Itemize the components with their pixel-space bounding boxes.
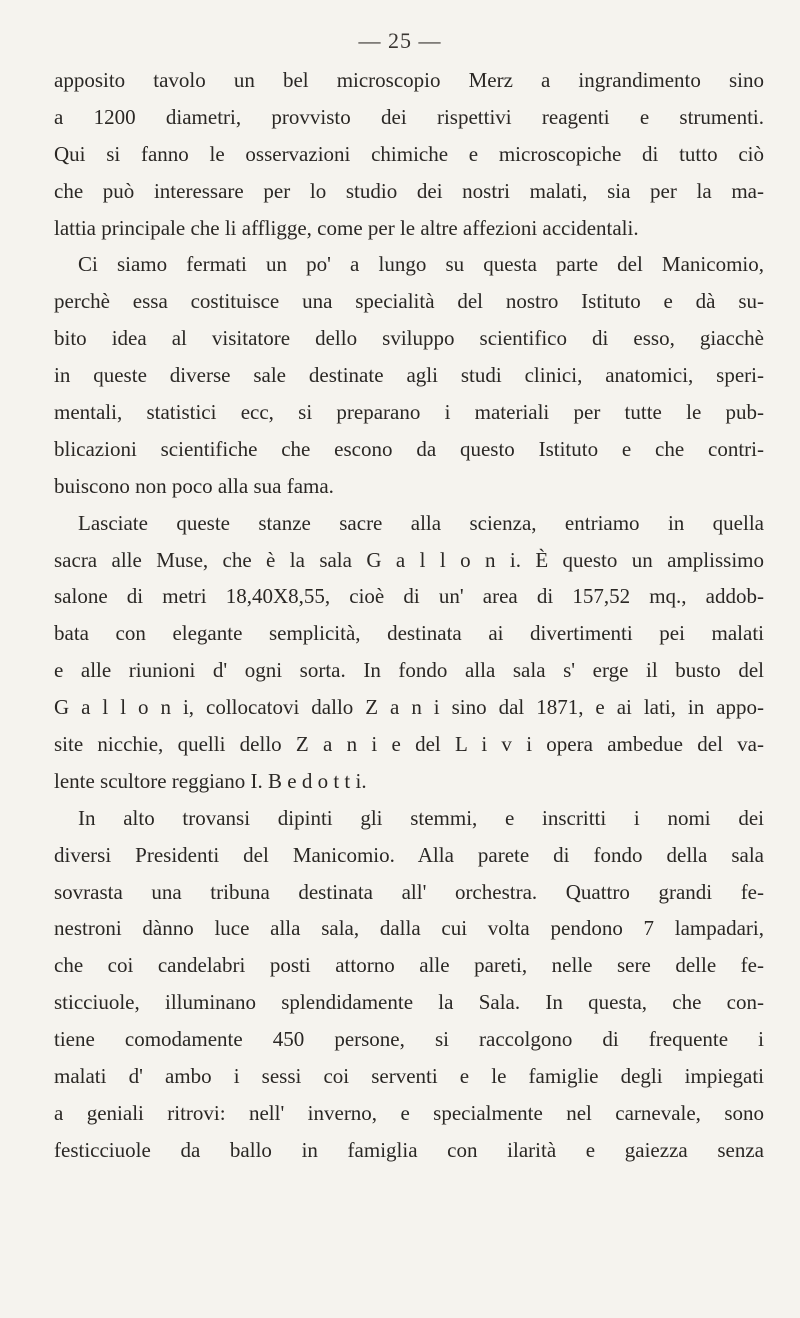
text-line: blicazioni scientifiche che escono da questo Istituto e che contri- xyxy=(54,436,764,461)
text-line: lattia principale che li affligge, come per le altre affezioni accidentali. xyxy=(54,215,639,240)
page-number: — 25 — xyxy=(358,28,442,53)
text-line: festicciuole da ballo in famiglia con ilarità e gaiezza senza xyxy=(54,1137,764,1162)
text-line: diversi Presidenti del Manicomio. Alla parete di fondo della sala xyxy=(54,842,764,867)
text-line: bata con elegante semplicità, destinata ai divertimenti pei malati xyxy=(54,621,764,646)
text-line: tiene comodamente 450 persone, si raccolgono di frequente i xyxy=(54,1027,764,1052)
text-line: che coi candelabri posti attorno alle pareti, nelle sere delle fe- xyxy=(54,953,764,978)
text-line: malati d' ambo i sessi coi serventi e le famiglie degli impiegati xyxy=(54,1064,764,1089)
text-line: Qui si fanno le osservazioni chimiche e microscopiche di tutto ciò xyxy=(54,141,764,166)
text-line: sticciuole, illuminano splendidamente la Sala. In questa, che con- xyxy=(54,990,764,1015)
text-line: site nicchie, quelli dello Z a n i e del L i v i opera ambedue del va- xyxy=(54,732,764,757)
text-line: a 1200 diametri, provvisto dei rispettivi reagenti e strumenti. xyxy=(54,104,764,129)
body-text xyxy=(54,62,764,1169)
text-line: buiscono non poco alla sua fama. xyxy=(54,473,334,498)
text-line: in queste diverse sale destinate agli studi clinici, anatomici, speri- xyxy=(54,363,764,388)
text-line: mentali, statistici ecc, si preparano i materiali per tutte le pub- xyxy=(54,400,764,425)
text-line: apposito tavolo un bel microscopio Merz a ingrandimento sino xyxy=(54,68,764,92)
paragraph-first-line: Ci siamo fermati un po' a lungo su questa parte del Manicomio, xyxy=(78,252,764,277)
text-line: G a l l o n i, collocatovi dallo Z a n i sino dal 1871, e ai lati, in appo- xyxy=(54,695,764,720)
text-line: sovrasta una tribuna destinata all' orchestra. Quattro grandi fe- xyxy=(54,879,764,904)
paragraph-first-line: Lasciate queste stanze sacre alla scienza, entriamo in quella xyxy=(78,510,764,535)
text-line: nestroni dànno luce alla sala, dalla cui volta pendono 7 lampadari, xyxy=(54,916,764,941)
text-line: che può interessare per lo studio dei nostri malati, sia per la ma- xyxy=(54,178,764,203)
text-line: sacra alle Muse, che è la sala G a l l o n i. È questo un amplissimo xyxy=(54,547,764,572)
text-line: lente scultore reggiano I. B e d o t t i. xyxy=(54,768,367,793)
text-line: e alle riunioni d' ogni sorta. In fondo alla sala s' erge il busto del xyxy=(54,658,764,683)
text-line: perchè essa costituisce una specialità del nostro Istituto e dà su- xyxy=(54,289,764,314)
paragraph-first-line: In alto trovansi dipinti gli stemmi, e inscritti i nomi dei xyxy=(78,805,764,830)
text-line: bito idea al visitatore dello sviluppo scientifico di esso, giacchè xyxy=(54,326,764,351)
text-line: salone di metri 18,40X8,55, cioè di un' area di 157,52 mq., addob- xyxy=(54,584,764,609)
text-line: a geniali ritrovi: nell' inverno, e specialmente nel carnevale, sono xyxy=(54,1100,764,1125)
